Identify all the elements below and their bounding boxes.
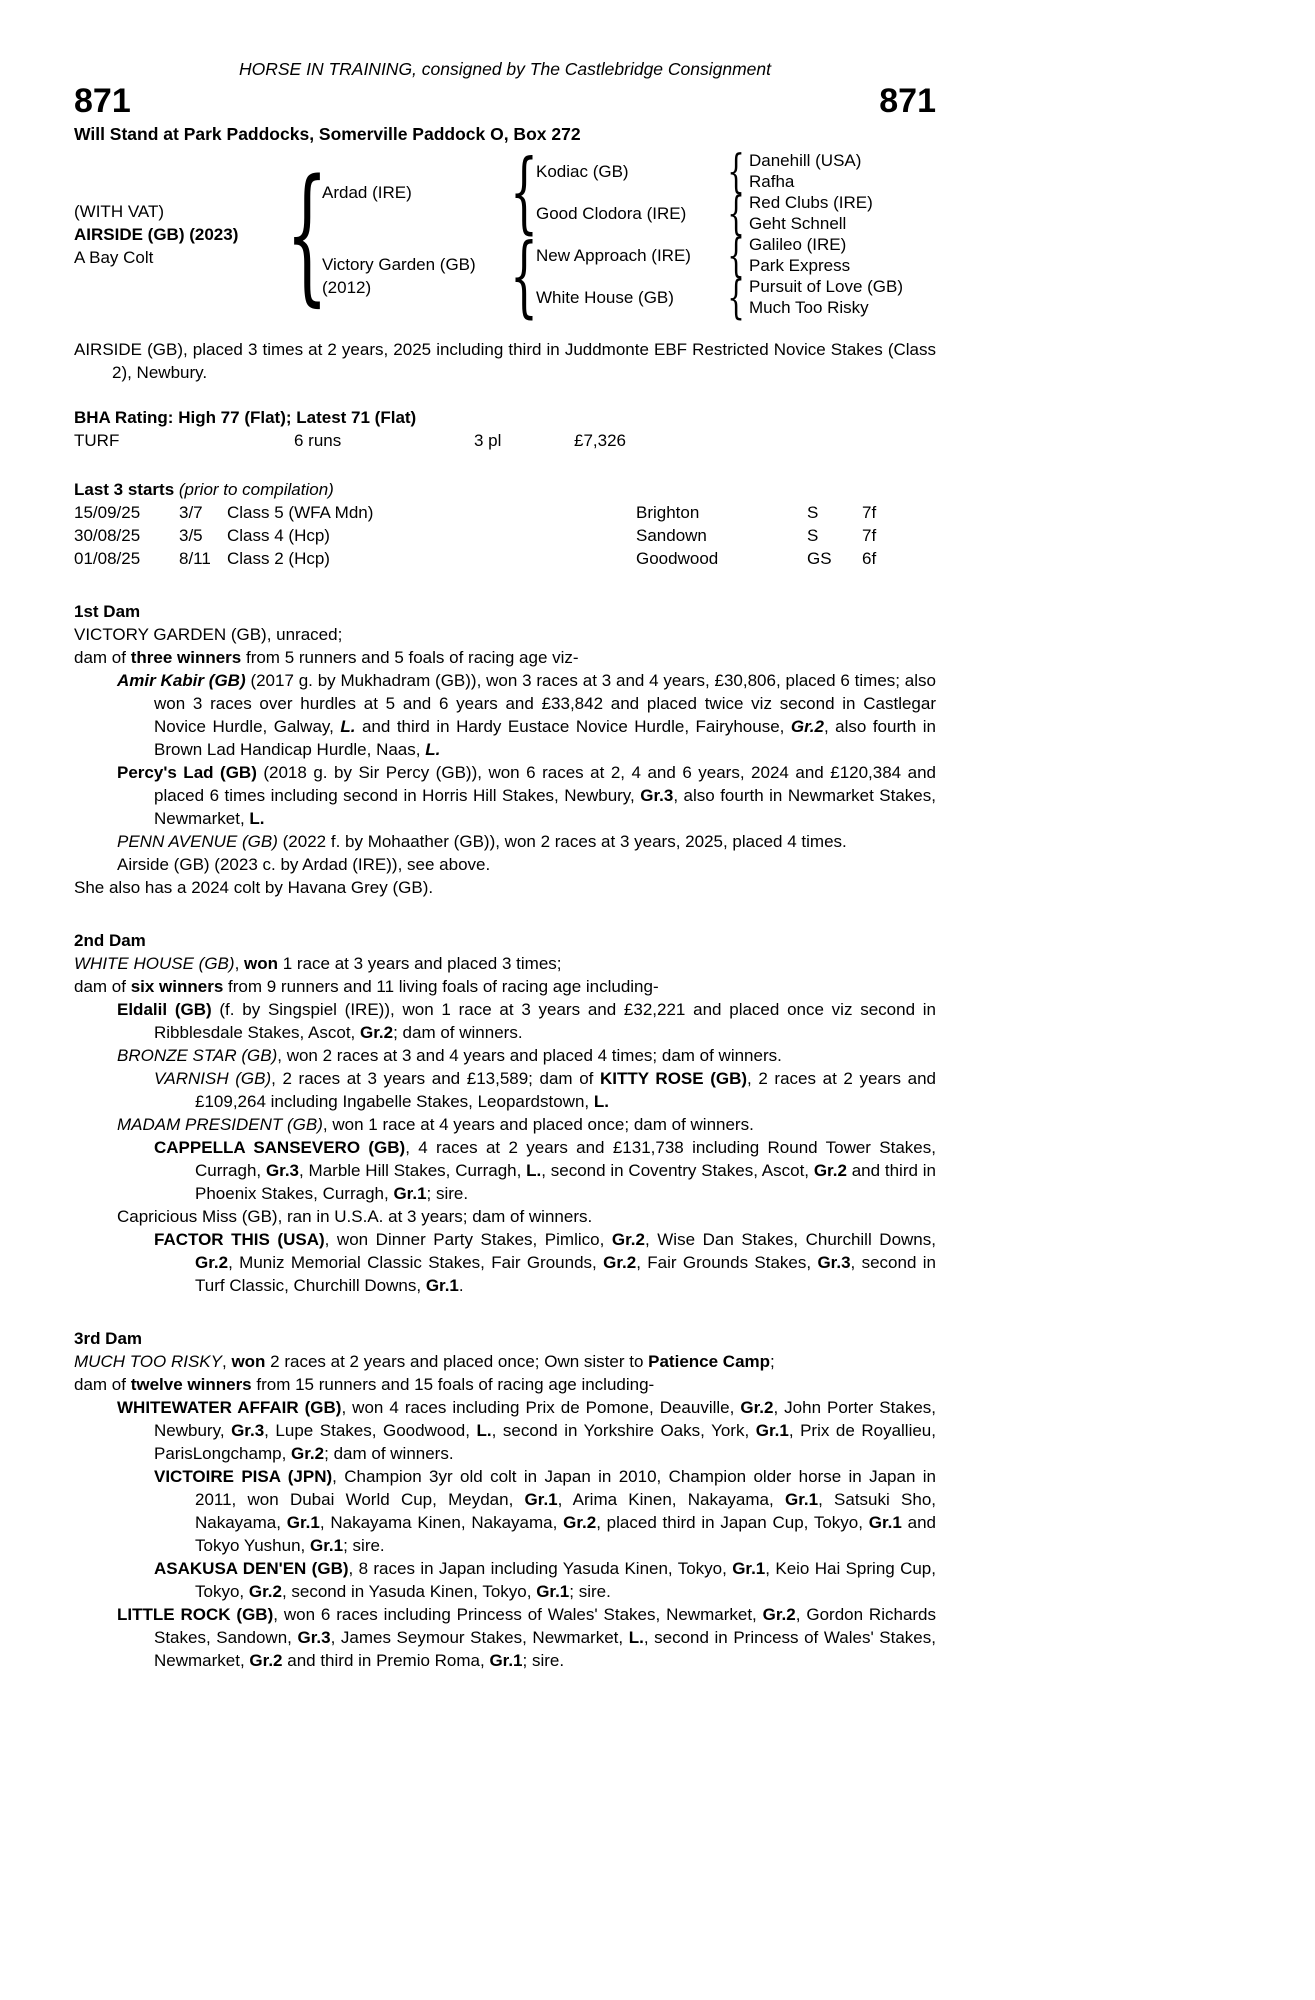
granddam-name: White House (GB) xyxy=(536,287,674,307)
turf-earnings-row xyxy=(74,429,936,452)
start-cell: S xyxy=(807,526,819,545)
second-dam-section xyxy=(74,929,936,1297)
gen3-ancestor: Red Clubs (IRE) xyxy=(749,193,873,212)
lot-number-right: 871 xyxy=(879,82,936,120)
pedigree-paragraph: FACTOR THIS (USA), won Dinner Party Stakes, Pimlico, Gr.2, Wise Dan Stakes, Churchill Downs, Gr.2, Muniz Memorial Classic Stakes, Fair Grounds, Gr.2, Fair Grounds Stakes, Gr.3, second in Turf Classic, Churchill Downs, Gr.1. xyxy=(154,1230,936,1295)
section-paragraphs xyxy=(74,623,936,899)
dam-name xyxy=(322,253,512,299)
third-dam-section xyxy=(74,1327,936,1672)
section-heading: 3rd Dam xyxy=(74,1329,143,1348)
dam-name-line1: Victory Garden (GB) xyxy=(322,255,476,274)
catalogue-page xyxy=(74,0,936,1672)
surface-label: TURF xyxy=(74,431,120,450)
first-dam-section xyxy=(74,600,936,899)
brace-icon: { xyxy=(285,148,329,320)
consignment-line: HORSE IN TRAINING, consigned by The Castlebridge Consignment xyxy=(238,59,772,79)
start-cell: 30/08/25 xyxy=(74,526,141,545)
start-cell: Class 2 (Hcp) xyxy=(227,549,330,568)
last-starts-block xyxy=(74,478,936,570)
pedigree-paragraph: LITTLE ROCK (GB), won 6 races including Princess of Wales' Stakes, Newmarket, Gr.2, Gordon Richards Stakes, Sandown, Gr.3, James Seymour Stakes, Newmarket, L., second in Princess of Wales' Stakes, Newmarket, Gr.2 and third in Premio Roma, Gr.1; sire. xyxy=(117,1605,937,1670)
brace-icon: { xyxy=(510,224,538,327)
grandsire-name: Kodiac (GB) xyxy=(536,161,629,181)
granddam-name: Good Clodora (IRE) xyxy=(536,203,687,223)
start-cell: 6f xyxy=(862,549,877,568)
sire-name: Ardad (IRE) xyxy=(322,182,412,202)
vat-note: (WITH VAT) xyxy=(74,201,165,221)
pedigree-paragraph: WHITEWATER AFFAIR (GB), won 4 races including Prix de Pomone, Deauville, Gr.2, John Porter Stakes, Newbury, Gr.3, Lupe Stakes, Goodwood, L., second in Yorkshire Oaks, York, Gr.1, Prix de Royallieu, ParisLongchamp, Gr.2; dam of winners. xyxy=(117,1398,936,1463)
start-cell: Sandown xyxy=(636,526,707,545)
section-heading: 2nd Dam xyxy=(74,931,146,950)
pedigree-paragraph: dam of six winners from 9 runners and 11 living foals of racing age including- xyxy=(74,977,659,996)
start-cell: Class 4 (Hcp) xyxy=(227,526,330,545)
pedigree-paragraph: BRONZE STAR (GB), won 2 races at 3 and 4 years and placed 4 times; dam of winners. xyxy=(117,1046,782,1065)
pedigree-paragraph: ASAKUSA DEN'EN (GB), 8 races in Japan including Yasuda Kinen, Tokyo, Gr.1, Keio Hai Spring Cup, Tokyo, Gr.2, second in Yasuda Kinen, Tokyo, Gr.1; sire. xyxy=(154,1559,936,1601)
gen3-ancestor: Much Too Risky xyxy=(749,298,869,317)
start-row xyxy=(74,524,936,547)
lot-row xyxy=(74,83,936,119)
pedigree-paragraph: VICTOIRE PISA (JPN), Champion 3yr old colt in Japan in 2010, Champion older horse in Japan in 2011, won Dubai World Cup, Meydan, Gr.1, Arima Kinen, Nakayama, Gr.1, Satsuki Sho, Nakayama, Gr.1, Nakayama Kinen, Nakayama, Gr.2, placed third in Japan Cup, Tokyo, Gr.1 and Tokyo Yushun, Gr.1; sire. xyxy=(154,1467,937,1555)
grandsire-name: New Approach (IRE) xyxy=(536,245,691,265)
start-cell: 7f xyxy=(862,503,877,522)
pedigree-table xyxy=(74,140,936,327)
pedigree-paragraph: dam of twelve winners from 15 runners and 15 foals of racing age including- xyxy=(74,1375,655,1394)
start-cell: 3/7 xyxy=(179,503,203,522)
start-row xyxy=(74,547,936,570)
pedigree-paragraph: Percy's Lad (GB) (2018 g. by Sir Percy (GB)), won 6 races at 2, 4 and 6 years, 2024 and £120,384 and placed 6 times including second in Horris Hill Stakes, Newbury, Gr.3, also fourth in Newmarket Stakes, Newmarket, L. xyxy=(117,763,937,828)
horse-description: A Bay Colt xyxy=(74,247,154,267)
start-cell: GS xyxy=(807,549,832,568)
section-heading: 1st Dam xyxy=(74,602,141,621)
pedigree-paragraph: VICTORY GARDEN (GB), unraced; xyxy=(74,625,343,644)
earnings-value: £7,326 xyxy=(574,431,626,450)
dam-year-line: (2012) xyxy=(322,278,372,297)
lot-number-left: 871 xyxy=(74,82,131,120)
pedigree-paragraph: Airside (GB) (2023 c. by Ardad (IRE)), see above. xyxy=(117,855,491,874)
placed-count: 3 pl xyxy=(474,431,502,450)
brace-icon: { xyxy=(727,186,745,240)
gen3-ancestor: Park Express xyxy=(749,256,851,275)
pedigree-paragraph: Capricious Miss (GB), ran in U.S.A. at 3 years; dam of winners. xyxy=(117,1207,593,1226)
pedigree-paragraph: Amir Kabir (GB) (2017 g. by Mukhadram (GB)), won 3 races at 3 and 4 years, £30,806, placed 6 times; also won 3 races over hurdles at 5 and 6 years and £33,842 and placed twice viz second in Castlegar Novice Hurdle, Galway, L. and third in Hardy Eustace Novice Hurdle, Fairyhouse, Gr.2, also fourth in Brown Lad Handicap Hurdle, Naas, L. xyxy=(117,671,937,759)
pedigree-paragraph: PENN AVENUE (GB) (2022 f. by Mohaather (GB)), won 2 races at 3 years, 2025, placed 4 times. xyxy=(117,832,847,851)
start-cell: Goodwood xyxy=(636,549,719,568)
brace-icon: { xyxy=(727,228,745,282)
pedigree-paragraph: MUCH TOO RISKY, won 2 races at 2 years and placed once; Own sister to Patience Camp; xyxy=(74,1352,775,1371)
gen3-ancestor: Geht Schnell xyxy=(749,214,847,233)
horse-details-block xyxy=(74,200,292,269)
pedigree-paragraph: MADAM PRESIDENT (GB), won 1 race at 4 years and placed once; dam of winners. xyxy=(117,1115,754,1134)
bha-rating-block xyxy=(74,406,936,452)
bha-rating-line: BHA Rating: High 77 (Flat); Latest 71 (Flat) xyxy=(74,408,417,427)
gen3-ancestor: Danehill (USA) xyxy=(749,151,862,170)
brace-icon: { xyxy=(510,140,538,243)
stand-location-line: Will Stand at Park Paddocks, Somerville Paddock O, Box 272 xyxy=(74,124,581,144)
section-paragraphs xyxy=(74,1350,936,1672)
brace-icon: { xyxy=(727,144,745,198)
runs-count: 6 runs xyxy=(294,431,342,450)
start-cell: 8/11 xyxy=(179,549,211,568)
pedigree-paragraph: CAPPELLA SANSEVERO (GB), 4 races at 2 years and £131,738 including Round Tower Stakes, Curragh, Gr.3, Marble Hill Stakes, Curragh, L., second in Coventry Stakes, Ascot, Gr.2 and third in Phoenix Stakes, Curragh, Gr.1; sire. xyxy=(154,1138,936,1203)
gen3-ancestor: Galileo (IRE) xyxy=(749,235,847,254)
pedigree-paragraph: dam of three winners from 5 runners and 5 foals of racing age viz- xyxy=(74,648,579,667)
start-cell: S xyxy=(807,503,819,522)
start-row xyxy=(74,501,936,524)
pedigree-paragraph: Eldalil (GB) (f. by Singspiel (IRE)), won 1 race at 3 years and £32,221 and placed once viz second in Ribblesdale Stakes, Ascot, Gr.2; dam of winners. xyxy=(117,1000,936,1042)
start-cell: Brighton xyxy=(636,503,700,522)
gen3-ancestor: Pursuit of Love (GB) xyxy=(749,277,904,296)
pedigree-paragraph: WHITE HOUSE (GB), won 1 race at 3 years and placed 3 times; xyxy=(74,954,562,973)
start-cell: Class 5 (WFA Mdn) xyxy=(227,503,374,522)
last-starts-heading: Last 3 starts (prior to compilation) xyxy=(74,480,334,499)
start-cell: 15/09/25 xyxy=(74,503,141,522)
pedigree-paragraph: VARNISH (GB), 2 races at 3 years and £13,589; dam of KITTY ROSE (GB), 2 races at 2 years and £109,264 including Ingabelle Stakes, Leopardstown, L. xyxy=(154,1069,937,1111)
start-cell: 01/08/25 xyxy=(74,549,141,568)
gen3-ancestor: Rafha xyxy=(749,172,795,191)
start-cell: 7f xyxy=(862,526,877,545)
race-record-summary: AIRSIDE (GB), placed 3 times at 2 years, 2025 including third in Juddmonte EBF Restricted Novice Stakes (Class 2), Newbury. xyxy=(74,340,936,382)
section-paragraphs xyxy=(74,952,936,1297)
last-starts-table xyxy=(74,501,936,570)
brace-icon: { xyxy=(727,270,745,324)
start-cell: 3/5 xyxy=(179,526,203,545)
horse-name: AIRSIDE (GB) (2023) xyxy=(74,224,239,244)
pedigree-paragraph: She also has a 2024 colt by Havana Grey (GB). xyxy=(74,878,434,897)
